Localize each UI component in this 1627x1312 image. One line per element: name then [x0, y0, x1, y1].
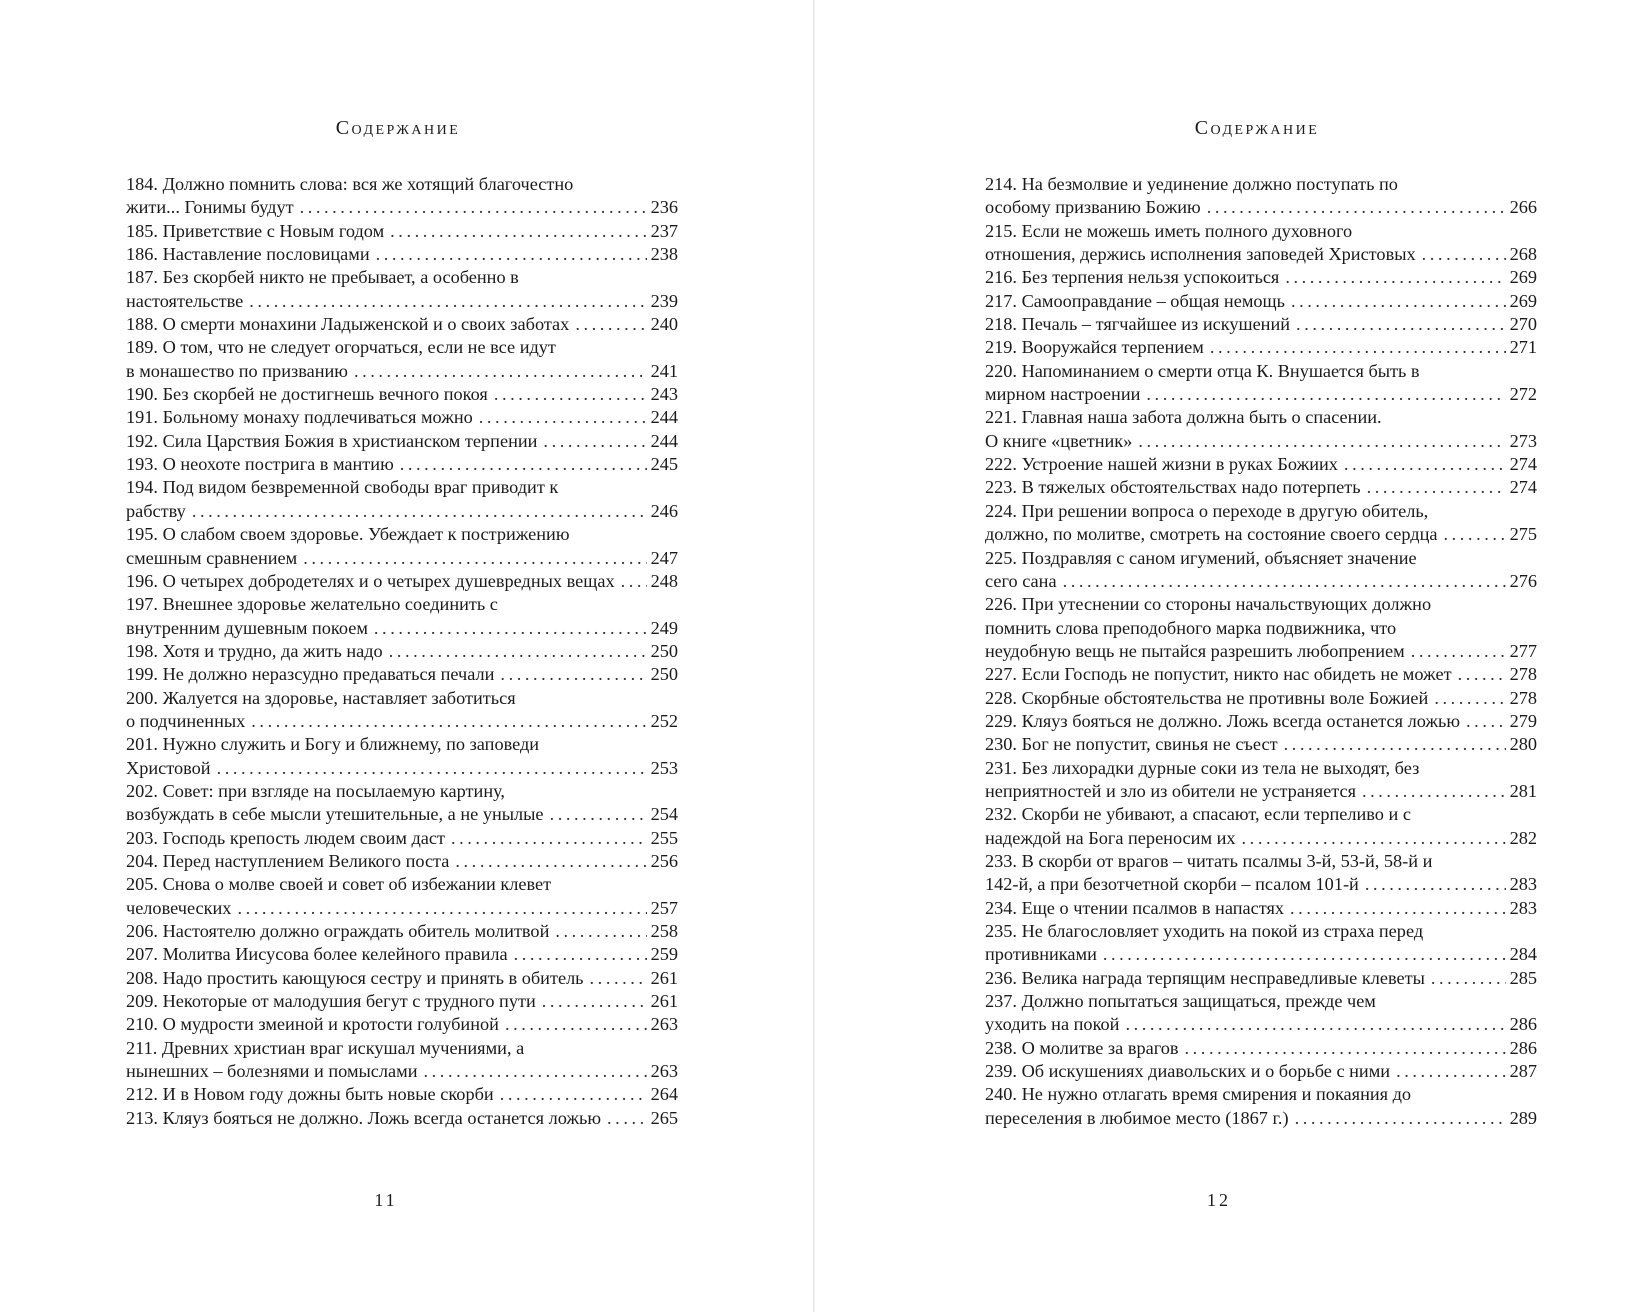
toc-page-number: 243	[650, 384, 678, 405]
toc-entry-continuation	[985, 570, 1537, 593]
toc-page-number: 250	[650, 640, 678, 661]
toc-entry	[985, 547, 1537, 570]
dot-leader	[1236, 827, 1506, 850]
toc-page-number: 238	[650, 244, 678, 265]
toc-entry-continuation	[985, 827, 1537, 850]
toc-entry	[126, 827, 678, 850]
toc-page-number: 276	[1509, 570, 1537, 591]
dot-leader	[211, 757, 647, 780]
dot-leader	[549, 920, 646, 943]
toc-entry-title: 212. И в Новом году дожны быть новые скорби	[126, 1084, 494, 1105]
toc-page-number: 246	[650, 500, 678, 521]
toc-entry-title: 217. Самооправдание – общая немощь	[985, 290, 1285, 311]
toc-entry-title: рабству	[126, 500, 186, 521]
toc-page-number: 264	[650, 1084, 678, 1105]
toc-page-number: 283	[1509, 874, 1537, 895]
toc-entry-continuation	[985, 780, 1537, 803]
toc-entry-title: 201. Нужно служить и Богу и ближнему, по заповеди	[126, 734, 540, 755]
dot-leader	[418, 1060, 647, 1083]
toc-page-number: 279	[1509, 710, 1537, 731]
toc-page-number: 285	[1509, 967, 1537, 988]
toc-entry-title: смешным сравнением	[126, 547, 298, 568]
toc-page-number: 275	[1509, 524, 1537, 545]
left-page	[0, 0, 813, 1312]
toc-page-number: 261	[650, 967, 678, 988]
toc-entry-title: 184. Должно помнить слова: вся же хотящий благочестно	[126, 174, 574, 194]
toc-page-number: 269	[1509, 290, 1537, 311]
toc-page-number: 258	[650, 921, 678, 941]
toc-entry	[126, 943, 678, 966]
toc-entry-title: 219. Вооружайся терпением	[985, 337, 1204, 358]
toc-entry	[126, 406, 678, 429]
dot-leader	[1356, 780, 1506, 803]
toc-entry	[985, 313, 1537, 336]
toc-entry	[126, 523, 678, 546]
toc-entry-title: сего сана	[985, 570, 1057, 591]
toc-entry	[126, 640, 678, 663]
toc-entry-title: уходить на покой	[985, 1014, 1120, 1035]
dot-leader	[1285, 290, 1506, 313]
toc-entry-title: неприятностей и зло из обители не устраняется	[985, 780, 1356, 801]
dot-leader	[494, 1083, 647, 1106]
toc-entry-title: человеческих	[126, 897, 232, 918]
toc-page-number: 256	[650, 850, 678, 871]
toc-entry-continuation	[985, 523, 1537, 546]
toc-entry	[985, 1060, 1537, 1083]
toc-entry	[985, 663, 1537, 686]
toc-page-number: 250	[650, 664, 678, 685]
toc-entry-continuation	[126, 1060, 678, 1083]
dot-leader	[348, 360, 647, 383]
toc-page-number: 282	[1509, 827, 1537, 848]
dot-leader	[544, 803, 647, 826]
toc-entry-title: 220. Напоминанием о смерти отца К. Внушается быть в	[985, 360, 1420, 381]
dot-leader	[245, 710, 646, 733]
dot-leader	[294, 196, 647, 219]
toc-page-number: 278	[1509, 664, 1537, 685]
toc-page-number: 271	[1509, 337, 1537, 358]
toc-page-number: 287	[1509, 1061, 1537, 1082]
toc-entry-continuation	[985, 1107, 1537, 1130]
toc-entry-title: 190. Без скорбей не достигнешь вечного покоя	[126, 384, 488, 405]
toc-page-number: 286	[1509, 1014, 1537, 1035]
toc-entry-continuation	[985, 1013, 1537, 1036]
toc-entry-title: 221. Главная наша забота должна быть о спасении.	[985, 407, 1382, 428]
toc-page-number: 266	[1509, 197, 1537, 218]
toc-entry-title: 216. Без терпения нельзя успокоиться	[985, 267, 1280, 288]
toc-entry-title: 209. Некоторые от малодушия бегут с трудного пути	[126, 991, 536, 1012]
toc-entry-title: 225. Поздравляя с саном игумений, объясняет значение	[985, 547, 1417, 568]
toc-entry-continuation	[126, 196, 678, 219]
toc-entry-title: 142-й, а при безотчетной скорби – псалом 101-й	[985, 874, 1359, 895]
dot-leader	[231, 897, 646, 920]
toc-page-number: 274	[1509, 454, 1537, 475]
dot-leader	[1279, 266, 1505, 289]
dot-leader	[1425, 967, 1506, 990]
toc-page-number: 274	[1509, 477, 1537, 498]
toc-entry-title: 240. Не нужно отлагать время смирения и покаяния до	[985, 1084, 1412, 1105]
toc-entry	[985, 1083, 1537, 1106]
toc-entry-title: 199. Не должно неразсудно предаваться печали	[126, 664, 495, 685]
toc-entry	[985, 733, 1537, 756]
toc-entry	[126, 1037, 678, 1060]
toc-entry-title: 230. Бог не попустит, свинья не съест	[985, 734, 1278, 755]
toc-entry	[126, 990, 678, 1013]
toc-entry-title: 218. Печаль – тягчайшее из искушений	[985, 314, 1291, 335]
toc-entry-title: настоятельстве	[126, 290, 244, 311]
toc-page-number: 265	[650, 1107, 678, 1128]
dot-leader	[1452, 663, 1506, 686]
toc-entry	[126, 173, 678, 196]
dot-leader	[1460, 710, 1506, 733]
toc-entry	[985, 290, 1537, 313]
toc-entry-title: возбуждать в себе мысли утешительные, а не унылые	[126, 804, 544, 825]
toc-entry-title: 229. Кляуз бояться не должно. Ложь всегда останется ложью	[985, 710, 1461, 731]
toc-entry-title: 205. Снова о молве своей и совет об избежании клевет	[126, 874, 552, 895]
dot-leader	[1390, 1060, 1506, 1083]
toc-page-number: 236	[650, 197, 678, 218]
toc-entry-title: противниками	[985, 944, 1097, 965]
toc-entry	[985, 360, 1537, 383]
dot-leader	[584, 967, 647, 990]
toc-entry-title: 187. Без скорбей никто не пребывает, а особенно в	[126, 267, 519, 288]
toc-entry-continuation	[985, 640, 1537, 663]
dot-leader	[1290, 313, 1506, 336]
toc-entry	[126, 850, 678, 873]
toc-entry-continuation	[126, 897, 678, 920]
toc-entry-title: жити... Гонимы будут	[126, 197, 294, 218]
toc-entry	[126, 220, 678, 243]
toc-entry	[985, 967, 1537, 990]
toc-entry-title: 224. При решении вопроса о переходе в другую обитель,	[985, 500, 1429, 521]
toc-page-number: 284	[1509, 944, 1537, 965]
right-page	[815, 0, 1627, 1312]
toc-entry-title: Христовой	[126, 757, 211, 778]
running-head: Содержание	[335, 117, 461, 139]
toc-page-number: 252	[650, 710, 678, 731]
toc-entry-title: 192. Сила Царствия Божия в христианском терпении	[126, 430, 538, 451]
toc-page-number: 257	[650, 897, 678, 918]
toc-entry-title: нынешних – болезнями и помыслами	[126, 1061, 418, 1082]
toc-entry-title: 233. В скорби от врагов – читать псалмы 3-й, 53-й, 58-й и	[985, 850, 1433, 871]
dot-leader	[1359, 873, 1506, 896]
toc-page-number: 239	[650, 290, 678, 311]
toc-entry	[126, 476, 678, 499]
toc-page-number: 278	[1509, 687, 1537, 708]
toc-entry	[126, 266, 678, 289]
toc-entry-continuation	[985, 617, 1537, 640]
dot-leader	[1361, 476, 1506, 499]
toc-entry	[985, 990, 1537, 1013]
toc-page-number: 259	[650, 944, 678, 965]
dot-leader	[537, 430, 646, 453]
toc-entry-title: 238. О молитве за врагов	[985, 1037, 1179, 1058]
toc-entry	[985, 897, 1537, 920]
dot-leader	[1338, 453, 1506, 476]
dot-leader	[186, 500, 647, 523]
dot-leader	[601, 1107, 647, 1130]
toc-page-number: 247	[650, 547, 678, 568]
toc-entry	[985, 336, 1537, 359]
toc-entry-continuation	[985, 243, 1537, 266]
toc-entry	[126, 430, 678, 453]
toc-page-number: 255	[650, 827, 678, 848]
toc-entry	[985, 757, 1537, 780]
toc-page-number: 249	[650, 617, 678, 638]
toc-entry	[985, 220, 1537, 243]
toc-entry	[985, 593, 1537, 616]
dot-leader	[569, 313, 646, 336]
toc-entry	[126, 336, 678, 359]
toc-page-number: 245	[650, 454, 678, 475]
toc-entry	[985, 803, 1537, 826]
dot-leader	[297, 547, 646, 570]
toc-entry-title: 191. Больному монаху подлечиваться можно	[126, 407, 473, 428]
toc-entry-title: 228. Скорбные обстоятельства не противны воле Божией	[985, 687, 1429, 708]
toc-page-number: 289	[1509, 1107, 1537, 1128]
toc-entry-continuation	[126, 710, 678, 733]
toc-entry	[985, 1037, 1537, 1060]
toc-entry-continuation	[985, 430, 1537, 453]
toc-entry	[126, 570, 678, 593]
dot-leader	[1140, 383, 1505, 406]
dot-leader	[368, 617, 647, 640]
toc-entry	[985, 173, 1537, 196]
toc-entry	[126, 967, 678, 990]
toc-entry-title: 198. Хотя и трудно, да жить надо	[126, 640, 383, 661]
dot-leader	[1097, 943, 1506, 966]
toc-entry-title: 231. Без лихорадки дурные соки из тела не выходят, без	[985, 757, 1420, 778]
toc-page-number: 240	[650, 314, 678, 335]
toc-entry-title: 193. О неохоте пострига в мантию	[126, 454, 394, 475]
dot-leader	[1289, 1107, 1506, 1130]
toc-page-number: 272	[1509, 384, 1537, 405]
toc-entry-title: неудобную вещь не пытайся разрешить любопрением	[985, 640, 1405, 661]
toc-entry-title: 194. Под видом безвременной свободы враг приводит к	[126, 477, 559, 498]
dot-leader	[449, 850, 646, 873]
toc-entry-title: 239. Об искушениях диавольских и о борьбе с ними	[985, 1061, 1391, 1082]
toc-entry	[985, 476, 1537, 499]
toc-page-number: 261	[650, 991, 678, 1012]
toc-entry	[985, 266, 1537, 289]
toc-entry-title: 202. Совет: при взгляде на посылаемую картину,	[126, 780, 505, 801]
page-number: 11	[374, 1190, 398, 1210]
toc-page-number: 283	[1509, 897, 1537, 918]
toc-entry-title: 214. На безмолвие и уединение должно поступать по	[985, 174, 1398, 194]
toc-page-number: 248	[650, 570, 678, 591]
toc-page-number: 269	[1509, 267, 1537, 288]
toc-entry	[126, 780, 678, 803]
toc-entry-title: 235. Не благословляет уходить на покой из страха перед	[985, 921, 1424, 941]
dot-leader	[499, 1013, 647, 1036]
page-number: 12	[1207, 1190, 1231, 1210]
toc-entry-title: о подчиненных	[126, 710, 246, 731]
dot-leader	[494, 663, 646, 686]
dot-leader	[473, 406, 647, 429]
toc-entry-continuation	[126, 360, 678, 383]
toc-page-number: 244	[650, 407, 678, 428]
dot-leader	[1119, 1013, 1505, 1036]
toc-entry-title: 234. Еще о чтении псалмов в напастях	[985, 897, 1285, 918]
toc-page-number: 253	[650, 757, 678, 778]
toc-entry	[126, 1013, 678, 1036]
toc-entry	[985, 687, 1537, 710]
toc-entry-title: 200. Жалуется на здоровье, наставляет заботиться	[126, 687, 516, 708]
toc-entry-title: внутренним душевным покоем	[126, 617, 368, 638]
toc-entry	[126, 733, 678, 756]
dot-leader	[445, 827, 647, 850]
toc-entry	[126, 453, 678, 476]
toc-list	[985, 173, 1537, 1130]
toc-entry	[985, 406, 1537, 429]
toc-entry	[985, 500, 1537, 523]
toc-entry-title: 237. Должно попытаться защищаться, прежде чем	[985, 991, 1376, 1012]
toc-entry	[126, 313, 678, 336]
dot-leader	[384, 220, 646, 243]
toc-entry-title: особому призванию Божию	[985, 197, 1201, 218]
toc-entry	[126, 663, 678, 686]
dot-leader	[1057, 570, 1506, 593]
toc-entry-title: 236. Велика награда терпящим несправедливые клеветы	[985, 967, 1425, 988]
toc-page-number: 244	[650, 430, 678, 451]
toc-page-number: 280	[1509, 734, 1537, 755]
toc-entry-title: 189. О том, что не следует огорчаться, если не все идут	[126, 337, 556, 358]
toc-entry	[985, 453, 1537, 476]
toc-entry-title: 195. О слабом своем здоровье. Убеждает к пострижению	[126, 524, 570, 545]
toc-entry-title: помнить слова преподобного марка подвижника, что	[985, 617, 1397, 638]
dot-leader	[508, 943, 647, 966]
toc-list	[126, 173, 678, 1130]
toc-page-number: 286	[1509, 1037, 1537, 1058]
dot-leader	[1284, 897, 1506, 920]
toc-page-number: 263	[650, 1061, 678, 1082]
toc-entry-continuation	[985, 873, 1537, 896]
toc-entry-title: 232. Скорби не убивают, а спасают, если терпеливо и с	[985, 804, 1411, 825]
dot-leader	[1179, 1037, 1506, 1060]
dot-leader	[370, 243, 647, 266]
dot-leader	[243, 290, 646, 313]
dot-leader	[1416, 243, 1506, 266]
toc-entry-continuation	[985, 196, 1537, 219]
toc-entry-title: 226. При утеснении со стороны начальствующих должно	[985, 594, 1432, 615]
toc-entry-title: О книге «цветник»	[985, 430, 1133, 451]
toc-page-number: 237	[650, 220, 678, 241]
toc-entry	[126, 1083, 678, 1106]
toc-entry-title: надеждой на Бога переносим их	[985, 827, 1236, 848]
toc-entry	[985, 920, 1537, 943]
toc-entry-title: 215. Если не можешь иметь полного духовного	[985, 220, 1353, 241]
toc-entry	[126, 920, 678, 943]
toc-page-number: 277	[1509, 640, 1537, 661]
dot-leader	[615, 570, 647, 593]
toc-entry-title: 186. Наставление пословицами	[126, 244, 370, 265]
toc-entry-title: 206. Настоятелю должно ограждать обитель молитвой	[126, 921, 550, 941]
toc-entry	[126, 873, 678, 896]
running-head: Содержание	[1194, 117, 1320, 139]
dot-leader	[1405, 640, 1506, 663]
dot-leader	[394, 453, 647, 476]
toc-entry-title: 204. Перед наступлением Великого поста	[126, 850, 450, 871]
toc-entry-title: 185. Приветствие с Новым годом	[126, 220, 385, 241]
dot-leader	[1204, 336, 1506, 359]
toc-entry	[126, 593, 678, 616]
toc-entry-continuation	[126, 617, 678, 640]
toc-entry-title: мирном настроении	[985, 384, 1141, 405]
toc-entry-continuation	[126, 547, 678, 570]
toc-page-number: 263	[650, 1014, 678, 1035]
toc-entry-continuation	[985, 943, 1537, 966]
dot-leader	[488, 383, 647, 406]
toc-entry-continuation	[126, 757, 678, 780]
toc-page-number: 254	[650, 804, 678, 825]
toc-entry	[126, 687, 678, 710]
toc-entry-title: 223. В тяжелых обстоятельствах надо потерпеть	[985, 477, 1361, 498]
toc-entry-title: переселения в любимое место (1867 г.)	[985, 1107, 1289, 1128]
toc-entry-continuation	[126, 500, 678, 523]
toc-entry-title: 227. Если Господь не попустит, никто нас обидеть не может	[985, 664, 1452, 685]
toc-entry-title: 196. О четырех добродетелях и о четырех душевредных вещах	[126, 570, 615, 591]
toc-entry-title: 197. Внешнее здоровье желательно соединить с	[126, 594, 498, 615]
toc-entry-title: 222. Устроение нашей жизни в руках Божиих	[985, 454, 1338, 475]
dot-leader	[383, 640, 647, 663]
toc-page-number: 281	[1509, 780, 1537, 801]
toc-entry-title: должно, по молитве, смотреть на состояние своего сердца	[985, 524, 1438, 545]
toc-entry	[985, 850, 1537, 873]
dot-leader	[1428, 687, 1505, 710]
toc-entry-title: 210. О мудрости змеиной и кротости голубиной	[126, 1014, 499, 1035]
toc-entry-continuation	[126, 290, 678, 313]
dot-leader	[1438, 523, 1506, 546]
toc-entry-title: 213. Кляуз бояться не должно. Ложь всегда останется ложью	[126, 1107, 602, 1128]
toc-entry-continuation	[985, 383, 1537, 406]
toc-entry	[126, 243, 678, 266]
toc-page-number: 268	[1509, 244, 1537, 265]
dot-leader	[536, 990, 647, 1013]
toc-entry-title: 188. О смерти монахини Ладыженской и о своих заботах	[126, 314, 570, 335]
dot-leader	[1132, 430, 1505, 453]
toc-page-number: 241	[650, 360, 678, 381]
toc-entry-title: в монашество по призванию	[126, 360, 348, 381]
toc-page-number: 270	[1509, 314, 1537, 335]
toc-entry-title: 203. Господь крепость людем своим даст	[126, 827, 445, 848]
toc-entry-title: 208. Надо простить кающуюся сестру и принять в обитель	[126, 967, 584, 988]
toc-entry-title: отношения, держись исполнения заповедей Христовых	[985, 244, 1416, 265]
toc-entry	[126, 383, 678, 406]
toc-page-number: 273	[1509, 430, 1537, 451]
toc-entry	[126, 1107, 678, 1130]
toc-entry-continuation	[126, 803, 678, 826]
dot-leader	[1201, 196, 1506, 219]
toc-entry-title: 211. Древних христиан враг искушал мучениями, а	[126, 1037, 525, 1058]
dot-leader	[1278, 733, 1506, 756]
toc-entry-title: 207. Молитва Иисусова более келейного правила	[126, 944, 508, 965]
toc-entry	[985, 710, 1537, 733]
